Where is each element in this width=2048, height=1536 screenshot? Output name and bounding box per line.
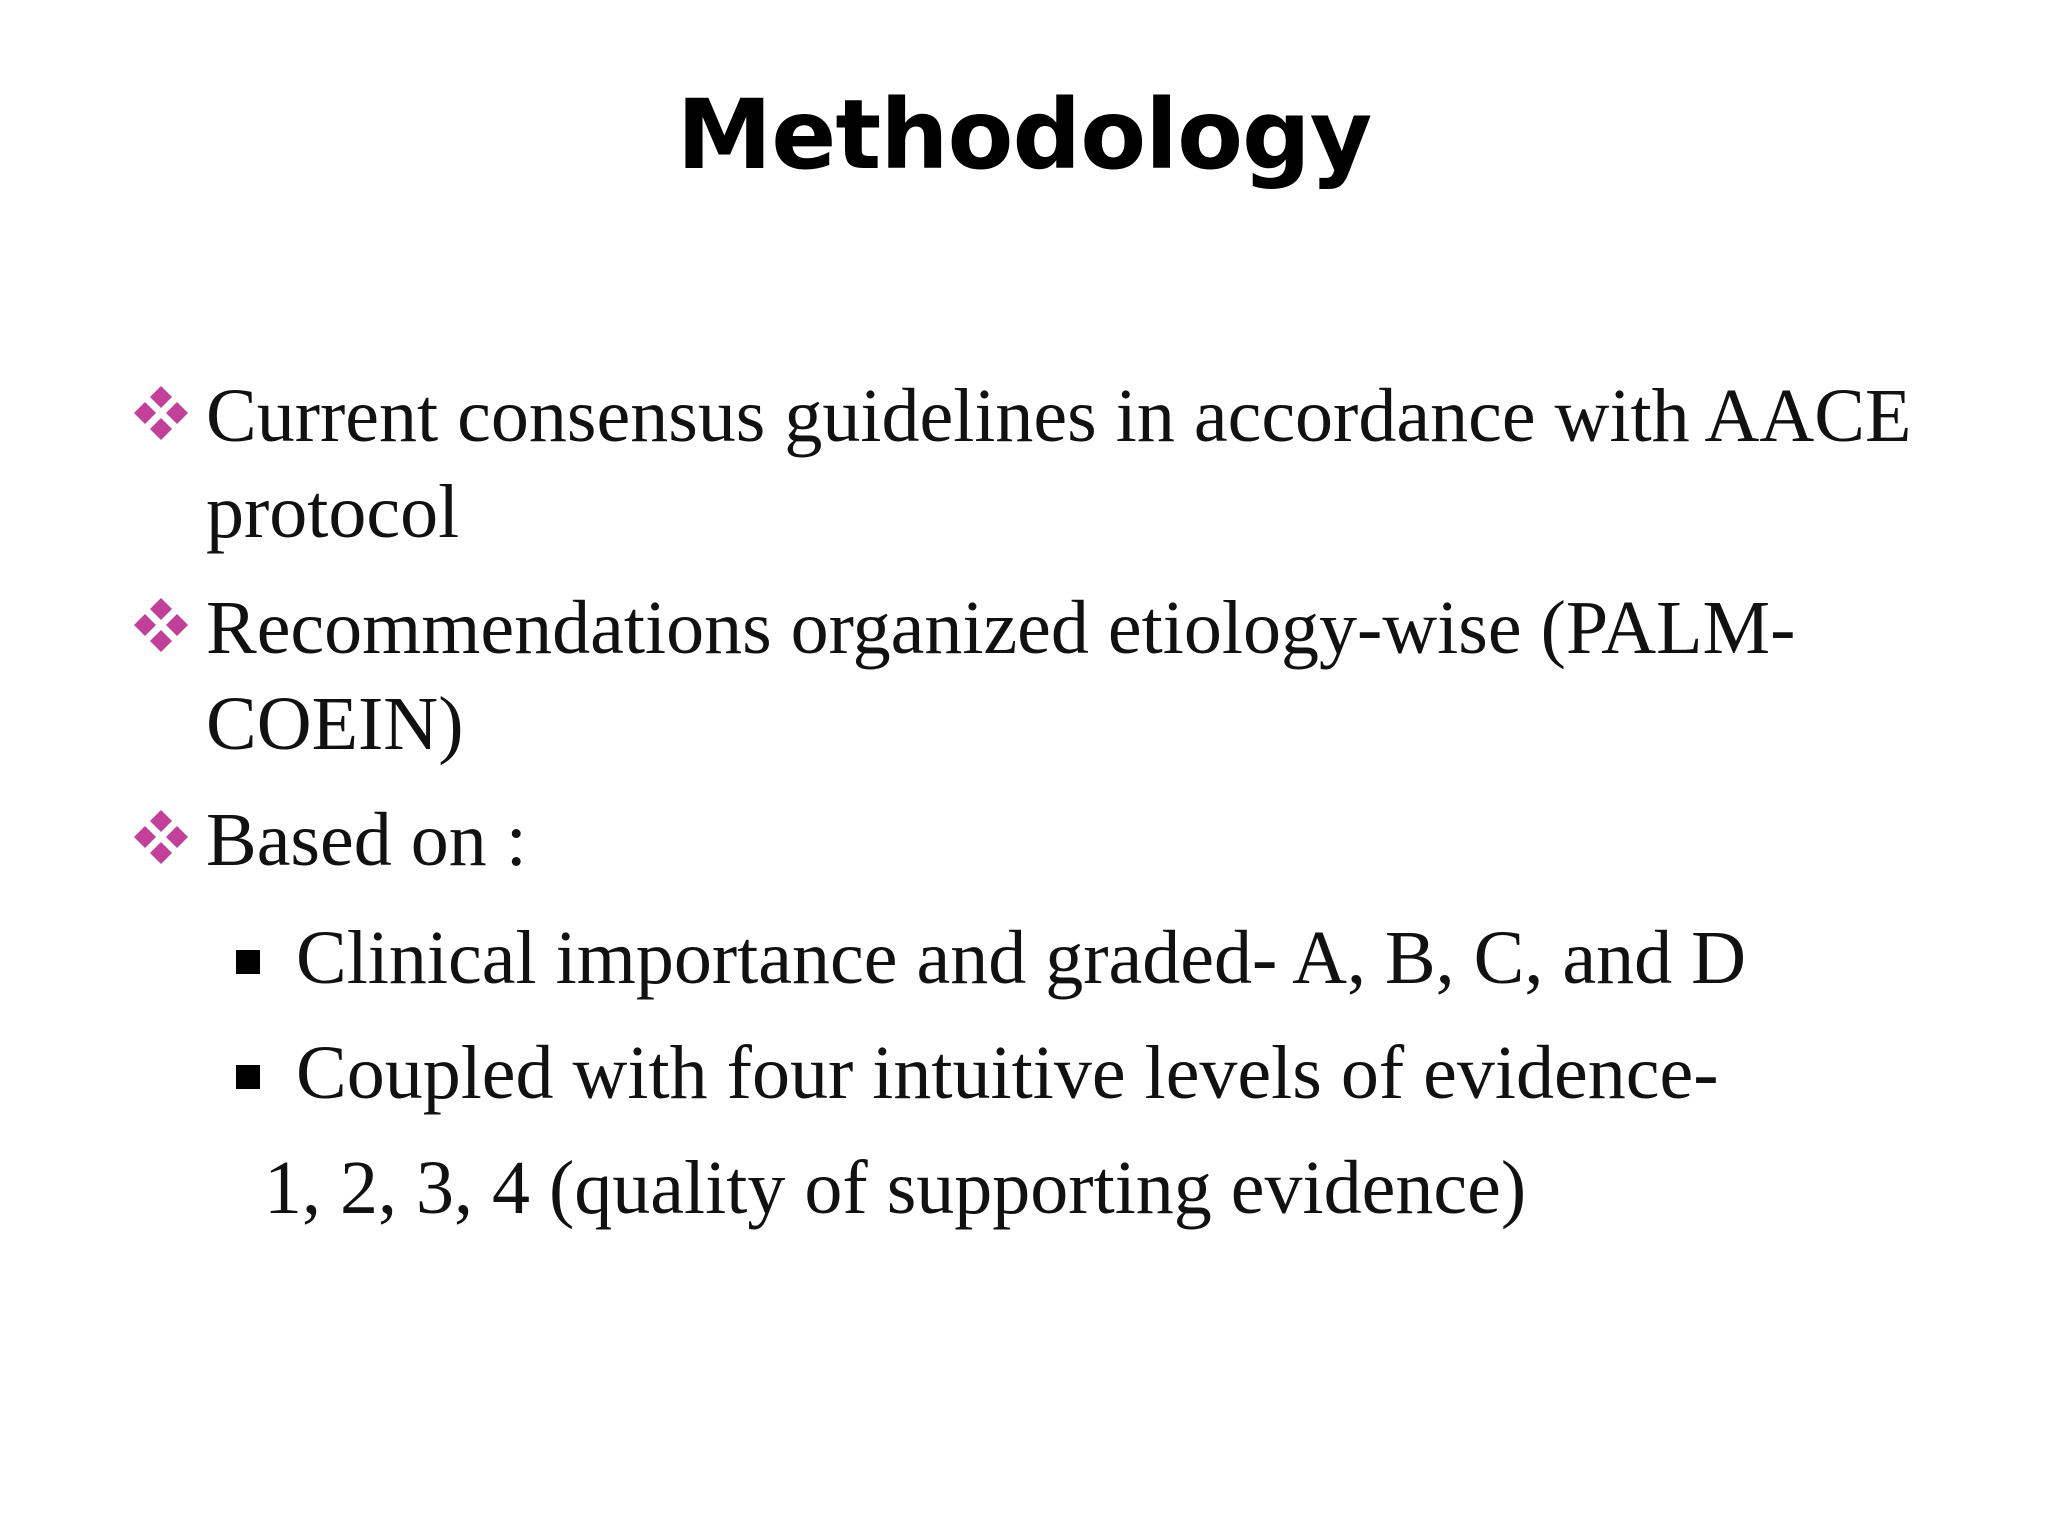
square-bullet-icon (236, 950, 260, 974)
four-diamond-icon (130, 594, 192, 656)
bullet-text: Recommendations organized etiology-wise (PALM-COEIN) (206, 586, 1796, 766)
bullet-text: Based on : (206, 798, 527, 882)
four-diamond-icon (130, 382, 192, 444)
slide-title: Methodology (676, 79, 1372, 191)
sub-bullet-continuation: 1, 2, 3, 4 (quality of supporting evidence) (264, 1146, 1527, 1230)
sub-bullet-text: Clinical importance and graded- A, B, C, and D (296, 916, 1746, 1000)
sub-bullet-text: Coupled with four intuitive levels of evidence- (296, 1031, 1719, 1115)
four-diamond-icon (130, 806, 192, 868)
square-bullet-icon (236, 1065, 260, 1089)
bullet-text: Current consensus guidelines in accordance with AACE protocol (206, 374, 1912, 554)
